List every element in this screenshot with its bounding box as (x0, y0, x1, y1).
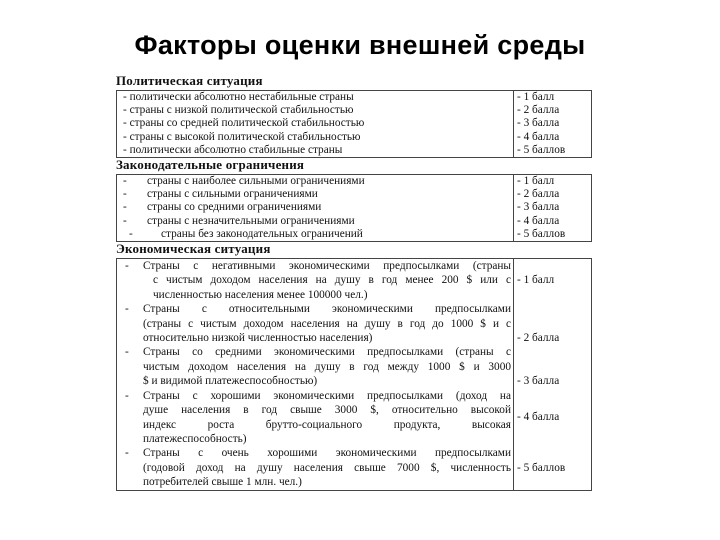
bullet-dash: - (125, 389, 129, 402)
table-row (117, 228, 592, 242)
score-value: - 4 балла (514, 389, 592, 447)
section-heading: Экономическая ситуация (116, 241, 271, 257)
table-row (117, 91, 592, 105)
criterion-text: Страны с хорошими экономическими предпосылками (доход на душе населения в год свыше 3000 $, относительно высокой индекс роста брутто-социального продукта, высокая платежеспособность) (143, 389, 511, 445)
legislative-table (116, 174, 592, 242)
criterion-text: страны с незначительными ограничениями (147, 214, 355, 227)
score-value: - 2 балла (514, 104, 592, 117)
criterion-text: страны со средними ограничениями (147, 201, 322, 214)
bullet-dash: - (125, 260, 129, 273)
score-value: - 3 балла (514, 117, 592, 130)
score-value: - 1 балл (514, 259, 592, 303)
criterion-text: - страны с низкой политической стабильностью (117, 104, 514, 117)
political-table (116, 90, 592, 158)
section-heading: Политическая ситуация (116, 73, 263, 88)
score-value: - 1 балл (514, 175, 592, 189)
criterion-text: - политически абсолютно нестабильные страны (117, 91, 514, 105)
bullet-dash: - (125, 447, 129, 460)
criterion-text: Страны с относительными экономическими предпосылками (страны с чистым доходом населения на душу в год до 1000 $ и с относительно низкой численностью населения) (143, 303, 511, 345)
section-legislative (116, 158, 592, 242)
table-row (117, 446, 592, 490)
factors-document (116, 74, 592, 491)
score-value: - 5 баллов (514, 228, 592, 242)
section-heading: Законодательные ограничения (116, 157, 305, 173)
table-row (117, 302, 592, 345)
table-row (117, 259, 592, 303)
score-value: - 4 балла (514, 131, 592, 144)
bullet-dash: - (123, 214, 127, 227)
table-row (117, 104, 592, 117)
score-value: - 3 балла (514, 345, 592, 388)
table-row (117, 389, 592, 447)
bullet-dash: - (125, 303, 129, 316)
slide-title: Факторы оценки внешней среды (134, 30, 586, 60)
table-row (117, 175, 592, 189)
table-row (117, 215, 592, 228)
bullet-dash: - (123, 201, 127, 214)
score-value: - 5 баллов (514, 144, 592, 158)
score-value: - 2 балла (514, 302, 592, 345)
table-row (117, 345, 592, 388)
section-economic (116, 242, 592, 491)
table-row (117, 188, 592, 201)
criterion-text: - политически абсолютно стабильные страны (117, 144, 514, 158)
criterion-text: страны с сильными ограничениями (147, 188, 318, 201)
criterion-text: страны без законодательных ограничений (161, 227, 363, 240)
bullet-dash: - (123, 188, 127, 201)
score-value: - 1 балл (514, 91, 592, 105)
section-political (116, 74, 592, 158)
bullet-dash: - (125, 346, 129, 359)
table-row (117, 144, 592, 158)
bullet-dash: - (129, 227, 133, 240)
table-row (117, 201, 592, 214)
criterion-text: - страны со средней политической стабильностью (117, 117, 514, 130)
score-value: - 3 балла (514, 201, 592, 214)
criterion-text: - страны с высокой политической стабильностью (117, 131, 514, 144)
score-value: - 5 баллов (514, 446, 592, 490)
score-value: - 2 балла (514, 188, 592, 201)
criterion-text: Страны с негативными экономическими предпосылками (страны с чистым доходом населения на душу в год менее 200 $ или с численностью населения менее 100000 чел.) (143, 260, 511, 301)
criterion-text: Страны со средними экономическими предпосылками (страны с чистым доходом населения на душу в год между 1000 $ и 3000 $ и видимой платежеспособностью) (143, 346, 511, 388)
table-row (117, 131, 592, 144)
bullet-dash: - (123, 175, 127, 188)
score-value: - 4 балла (514, 215, 592, 228)
criterion-text: Страны с очень хорошими экономическими предпосылками (годовой доход на душу населения свыше 7000 $, численность потребителей свыше 1 млн. чел.) (143, 447, 511, 489)
criterion-text: страны с наиболее сильными ограничениями (147, 175, 365, 188)
table-row (117, 117, 592, 130)
economic-table (116, 258, 592, 491)
